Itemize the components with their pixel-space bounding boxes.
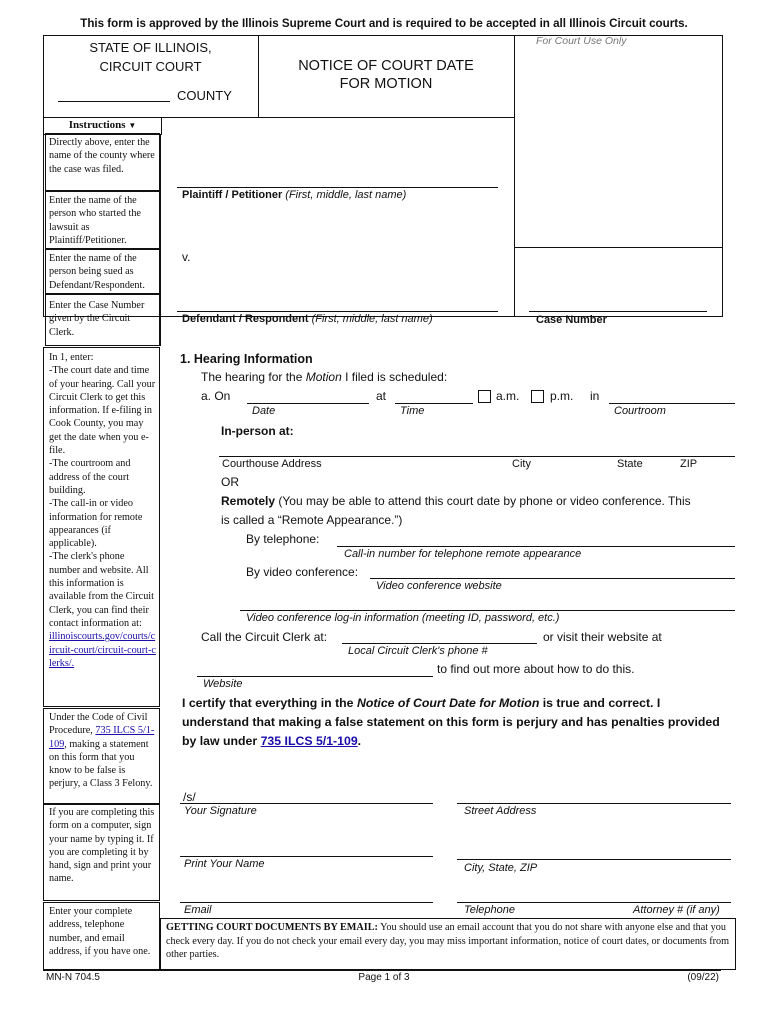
defendant-name-field[interactable]	[177, 311, 498, 312]
instruction-county: Directly above, enter the name of the county where the case was filed.	[49, 137, 155, 175]
email-notice: GETTING COURT DOCUMENTS BY EMAIL: You should use an email account that you do not share with anyone else and that you check every day. If you do not check your email every day, you may miss important information, notice of court dates, or documents from other parties.	[166, 922, 730, 960]
website-caption: Website	[203, 678, 243, 690]
certify-line1: I certify that everything in the Notice of Court Date for Motion is true and correct. I	[182, 696, 661, 710]
street-address-caption: Street Address	[464, 805, 537, 817]
plaintiff-name-field[interactable]	[177, 187, 498, 188]
telephone-field[interactable]	[337, 546, 735, 547]
ilcs-link-sidebar[interactable]: 735 ILCS 5/1-109	[49, 725, 155, 750]
courtroom-field[interactable]	[609, 403, 735, 404]
time-caption: Time	[400, 405, 425, 417]
form-title-line1: NOTICE OF COURT DATE	[298, 58, 474, 74]
am-checkbox[interactable]	[478, 390, 491, 403]
signature-field[interactable]	[180, 803, 433, 804]
telephone-caption-sig: Telephone	[464, 904, 515, 916]
video-website-caption: Video conference website	[376, 580, 502, 592]
street-address-field[interactable]	[457, 803, 731, 804]
in-person-label: In-person at:	[221, 424, 294, 438]
case-number-label: Case Number	[536, 314, 607, 326]
print-name-field[interactable]	[180, 856, 433, 857]
city-caption: City	[512, 458, 531, 470]
pm-label: p.m.	[550, 389, 574, 403]
signature-caption: Your Signature	[184, 805, 257, 817]
instruction-case-number: Enter the Case Number given by the Circuit Clerk.	[49, 300, 145, 338]
form-title-line2: FOR MOTION	[339, 76, 433, 92]
county-label: COUNTY	[177, 88, 232, 103]
video-login-caption: Video conference log-in information (meeting ID, password, etc.)	[246, 612, 560, 624]
telephone-caption: Call-in number for telephone remote appearance	[344, 548, 582, 560]
attorney-caption: Attorney # (if any)	[633, 904, 720, 916]
courthouse-address-field[interactable]	[219, 456, 735, 457]
instruction-plaintiff: Enter the name of the person who started the lawsuit as Plaintiff/Petitioner.	[49, 195, 141, 246]
visit-website-label: or visit their website at	[543, 630, 662, 644]
print-name-caption: Print Your Name	[184, 858, 265, 870]
state-caption: State	[617, 458, 643, 470]
a-on-label: a. On	[201, 389, 231, 403]
defendant-label: Defendant / Respondent (First, middle, last name)	[182, 313, 433, 325]
hearing-intro: The hearing for the Motion I filed is scheduled:	[201, 370, 448, 384]
instructions-label: Instructions	[68, 119, 126, 131]
date-caption: Date	[252, 405, 276, 417]
video-website-field[interactable]	[370, 578, 735, 579]
email-caption: Email	[184, 904, 212, 916]
ilcs-link[interactable]: 735 ILCS 5/1-109	[260, 734, 358, 748]
call-clerk-label: Call the Circuit Clerk at:	[201, 630, 328, 644]
clerks-link[interactable]: illinoiscourts.gov/courts/circuit-court/circuit-court-clerks/.	[49, 631, 156, 669]
zip-caption: ZIP	[680, 458, 698, 470]
case-number-field[interactable]	[529, 311, 707, 312]
pm-checkbox[interactable]	[531, 390, 544, 403]
city-state-zip-field[interactable]	[457, 859, 731, 860]
instruction-signing: If you are completing this form on a computer, sign your name by typing it. If you are completing it by hand, sign and print your name.	[49, 807, 155, 885]
by-telephone-label: By telephone:	[246, 532, 320, 546]
or-label: OR	[221, 475, 239, 489]
circuit-court-label: CIRCUIT COURT	[99, 59, 202, 74]
instruction-address: Enter your complete address, telephone number, and email address, if you have one.	[49, 906, 151, 957]
certify-line2: understand that making a false statement on this form is perjury and has penalties provided	[182, 715, 720, 729]
revision-date: (09/22)	[687, 972, 719, 983]
versus-label: v.	[182, 250, 191, 264]
clerk-website-field[interactable]	[197, 676, 433, 677]
certify-line3: by law under 735 ILCS 5/1-109.	[182, 734, 362, 748]
signature-mark: /s/	[183, 790, 196, 804]
form-number: MN-N 704.5	[46, 972, 100, 983]
instruction-perjury: Under the Code of Civil Procedure, 735 ILCS 5/1-109, making a statement on this form that you know to be false is perjury, a Class 3 Felony.	[49, 712, 155, 790]
court-use-label: For Court Use Only	[536, 35, 627, 47]
am-label: a.m.	[496, 389, 520, 403]
video-login-field[interactable]	[240, 610, 735, 611]
page-number: Page 1 of 3	[358, 972, 410, 983]
plaintiff-label: Plaintiff / Petitioner (First, middle, last name)	[182, 189, 407, 201]
in-label: in	[590, 389, 600, 403]
courtroom-caption: Courtroom	[614, 405, 666, 417]
date-field[interactable]	[247, 403, 369, 404]
time-field[interactable]	[395, 403, 473, 404]
remote-text-2: is called a “Remote Appearance.”)	[221, 513, 403, 527]
chevron-down-icon: ▼	[128, 121, 137, 130]
instruction-defendant: Enter the name of the person being sued as Defendant/Respondent.	[49, 253, 145, 291]
instruction-section1: In 1, enter: -The court date and time of your hearing. Call your Circuit Clerk to get this information. If e-filing in Cook County, you may get the date when you e-file. -The courtroom and address of the court building. -The call-in or video information for remote appearances (if applicable). -The clerk's phone number and website. All this information is available from the Circuit Clerk, you can find their contact information at: illinoiscourts.gov/courts/circuit-court/circuit-court-clerks/.	[49, 352, 156, 669]
find-out-label: to find out more about how to do this.	[437, 662, 635, 676]
county-name-field[interactable]	[58, 101, 170, 102]
clerk-phone-caption: Local Circuit Clerk's phone #	[348, 645, 488, 657]
hearing-heading: 1. Hearing Information	[180, 352, 313, 366]
telephone-attorney-field[interactable]	[457, 902, 731, 903]
state-label: STATE OF ILLINOIS,	[89, 40, 212, 55]
approval-notice: This form is approved by the Illinois Supreme Court and is required to be accepted in all Illinois Circuit courts.	[80, 17, 688, 30]
clerk-phone-field[interactable]	[342, 643, 537, 644]
by-video-label: By video conference:	[246, 565, 359, 579]
email-field[interactable]	[180, 902, 433, 903]
at-label: at	[376, 389, 387, 403]
city-state-zip-caption: City, State, ZIP	[464, 862, 538, 874]
courthouse-address-caption: Courthouse Address	[222, 458, 322, 470]
remote-text-1: Remotely (You may be able to attend this court date by phone or video conference. This	[221, 494, 691, 508]
